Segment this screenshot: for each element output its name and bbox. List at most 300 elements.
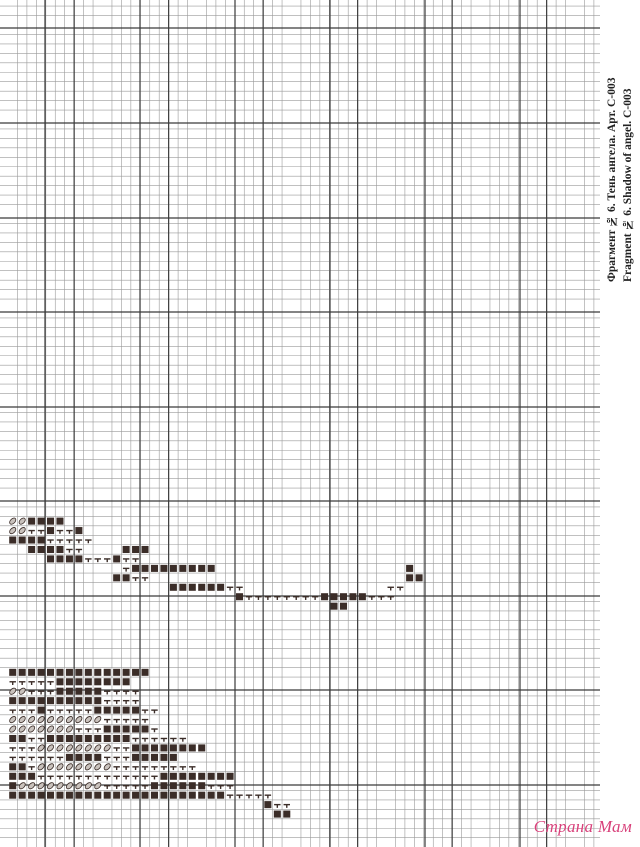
stitch-dark-square [104, 707, 111, 714]
stitch-t-mark [76, 776, 82, 779]
stitch-slash-oval [93, 781, 102, 790]
stitch-dark-square [47, 555, 54, 562]
stitch-dark-square [47, 527, 54, 534]
stitch-slash-oval [18, 526, 27, 535]
stitch-dark-square [123, 678, 130, 685]
stitch-t-mark [255, 795, 261, 798]
stitch-dark-square [189, 782, 196, 789]
stitch-t-mark [104, 720, 110, 723]
stitch-dark-square [123, 792, 130, 799]
stitch-dark-square [160, 744, 167, 751]
stitch-dark-square [198, 792, 205, 799]
stitch-dark-square [359, 593, 366, 600]
stitch-slash-oval [18, 715, 27, 724]
stitch-t-mark [47, 710, 53, 713]
stitch-dark-square [85, 669, 92, 676]
stitch-t-mark [397, 587, 403, 590]
stitch-dark-square [132, 546, 139, 553]
stitch-dark-square [170, 744, 177, 751]
chart-caption [600, 12, 640, 282]
stitch-dark-square [189, 744, 196, 751]
stitch-slash-oval [18, 781, 27, 790]
stitch-t-mark [113, 786, 119, 789]
stitch-slash-oval [84, 763, 93, 772]
stitch-t-mark [170, 767, 176, 770]
stitch-slash-oval [46, 763, 55, 772]
stitch-dark-square [406, 574, 413, 581]
stitch-t-mark [151, 729, 157, 732]
stitch-slash-oval [65, 763, 74, 772]
stitch-slash-oval [46, 715, 55, 724]
stitch-t-mark [10, 748, 16, 751]
stitch-dark-square [160, 565, 167, 572]
stitch-dark-square [189, 584, 196, 591]
stitch-dark-square [19, 763, 26, 770]
stitch-t-mark [123, 701, 129, 704]
stitch-dark-square [19, 697, 26, 704]
stitch-dark-square [132, 744, 139, 751]
stitch-t-mark [151, 710, 157, 713]
stitch-t-mark [38, 757, 44, 760]
stitch-t-mark [76, 549, 82, 552]
stitch-t-mark [132, 767, 138, 770]
stitch-dark-square [104, 735, 111, 742]
stitch-t-mark [189, 767, 195, 770]
stitch-dark-square [113, 669, 120, 676]
stitch-slash-oval [75, 744, 84, 753]
stitch-t-mark [28, 757, 34, 760]
stitch-dark-square [56, 688, 63, 695]
stitch-t-mark [123, 691, 129, 694]
stitch-t-mark [227, 795, 233, 798]
stitch-slash-oval [18, 517, 27, 526]
stitch-dark-square [113, 574, 120, 581]
stitch-dark-square [113, 555, 120, 562]
stitch-dark-square [28, 546, 35, 553]
stitch-dark-square [28, 792, 35, 799]
stitch-t-mark [142, 710, 148, 713]
stitch-slash-oval [27, 715, 36, 724]
stitch-t-mark [369, 597, 375, 600]
stitch-t-mark [246, 795, 252, 798]
stitch-dark-square [123, 669, 130, 676]
stitch-dark-square [66, 697, 73, 704]
stitch-dark-square [179, 744, 186, 751]
stitch-t-mark [95, 776, 101, 779]
stitch-slash-oval [37, 715, 46, 724]
stitch-slash-oval [84, 744, 93, 753]
stitch-dark-square [75, 669, 82, 676]
stitch-dark-square [28, 669, 35, 676]
stitch-dark-square [113, 726, 120, 733]
stitch-slash-oval [56, 744, 65, 753]
stitch-dark-square [123, 574, 130, 581]
stitch-dark-square [56, 678, 63, 685]
stitch-dark-square [66, 678, 73, 685]
stitch-dark-square [56, 735, 63, 742]
stitch-dark-square [179, 773, 186, 780]
stitch-slash-oval [56, 715, 65, 724]
stitch-slash-oval [37, 744, 46, 753]
stitch-dark-square [9, 782, 16, 789]
stitch-slash-oval [65, 744, 74, 753]
stitch-t-mark [265, 795, 271, 798]
stitch-slash-oval [46, 781, 55, 790]
stitch-t-mark [388, 597, 394, 600]
stitch-t-mark [312, 597, 318, 600]
stitch-dark-square [38, 792, 45, 799]
stitch-dark-square [123, 707, 130, 714]
stitch-t-mark [123, 748, 129, 751]
stitch-dark-square [9, 763, 16, 770]
stitch-dark-square [142, 754, 149, 761]
stitch-t-mark [388, 587, 394, 590]
stitch-slash-oval [65, 781, 74, 790]
stitch-dark-square [321, 593, 328, 600]
stitch-dark-square [19, 735, 26, 742]
stitch-dark-square [160, 773, 167, 780]
stitch-dark-square [94, 688, 101, 695]
stitch-t-mark [76, 540, 82, 543]
stitch-slash-oval [84, 781, 93, 790]
stitch-dark-square [75, 555, 82, 562]
stitch-t-mark [47, 540, 53, 543]
stitch-dark-square [208, 792, 215, 799]
stitch-dark-square [236, 593, 243, 600]
stitch-t-mark [113, 691, 119, 694]
stitch-slash-oval [93, 715, 102, 724]
stitch-t-mark [66, 776, 72, 779]
stitch-dark-square [28, 518, 35, 525]
stitch-t-mark [142, 776, 148, 779]
stitch-slash-oval [75, 781, 84, 790]
stitch-dark-square [75, 697, 82, 704]
stitch-t-mark [113, 720, 119, 723]
stitch-t-mark [66, 710, 72, 713]
stitch-t-mark [132, 701, 138, 704]
stitch-t-mark [132, 776, 138, 779]
stitch-t-mark [113, 757, 119, 760]
stitch-dark-square [198, 565, 205, 572]
stitch-dark-square [198, 744, 205, 751]
stitch-dark-square [9, 735, 16, 742]
stitch-dark-square [85, 678, 92, 685]
stitch-t-mark [123, 767, 129, 770]
stitch-dark-square [331, 593, 338, 600]
stitch-t-mark [151, 776, 157, 779]
stitch-dark-square [56, 518, 63, 525]
stitch-t-mark [85, 540, 91, 543]
stitch-dark-square [151, 792, 158, 799]
stitch-slash-oval [18, 725, 27, 734]
stitch-t-mark [170, 738, 176, 741]
stitch-dark-square [113, 678, 120, 685]
stitch-t-mark [38, 682, 44, 685]
stitch-dark-square [151, 744, 158, 751]
stitch-t-mark [236, 587, 242, 590]
stitch-dark-square [19, 537, 26, 544]
stitch-slash-oval [75, 715, 84, 724]
stitch-dark-square [208, 584, 215, 591]
stitch-dark-square [189, 773, 196, 780]
stitch-dark-square [170, 565, 177, 572]
stitch-dark-square [151, 782, 158, 789]
stitch-dark-square [331, 603, 338, 610]
stitch-dark-square [75, 735, 82, 742]
stitch-dark-square [56, 546, 63, 553]
stitch-t-mark [123, 757, 129, 760]
stitch-t-mark [38, 776, 44, 779]
stitch-t-mark [208, 786, 214, 789]
stitch-t-mark [180, 738, 186, 741]
stitch-t-mark [113, 776, 119, 779]
stitch-t-mark [104, 776, 110, 779]
stitch-dark-square [113, 735, 120, 742]
stitch-dark-square [47, 669, 54, 676]
stitch-dark-square [170, 782, 177, 789]
stitch-slash-oval [37, 725, 46, 734]
stitch-dark-square [104, 678, 111, 685]
stitch-t-mark [123, 776, 129, 779]
stitch-dark-square [94, 792, 101, 799]
stitch-t-mark [132, 691, 138, 694]
stitch-t-mark [47, 757, 53, 760]
stitch-dark-square [19, 792, 26, 799]
stitch-t-mark [66, 549, 72, 552]
stitch-dark-square [94, 735, 101, 742]
stitch-dark-square [198, 782, 205, 789]
stitch-dark-square [283, 811, 290, 818]
stitch-t-mark [246, 597, 252, 600]
stitch-dark-square [274, 811, 281, 818]
stitch-dark-square [123, 735, 130, 742]
stitch-t-mark [57, 710, 63, 713]
stitch-dark-square [132, 754, 139, 761]
stitch-t-mark [19, 710, 25, 713]
stitch-slash-oval [56, 763, 65, 772]
stitch-t-mark [104, 786, 110, 789]
stitch-dark-square [28, 537, 35, 544]
stitch-dark-square [217, 773, 224, 780]
stitch-slash-oval [8, 687, 17, 696]
site-watermark: Страна Мам [533, 817, 632, 836]
stitch-dark-square [217, 584, 224, 591]
stitch-dark-square [142, 546, 149, 553]
stitch-dark-square [75, 527, 82, 534]
stitch-dark-square [170, 584, 177, 591]
stitch-t-mark [95, 729, 101, 732]
stitch-dark-square [38, 707, 45, 714]
stitch-t-mark [28, 531, 34, 534]
stitch-dark-square [94, 754, 101, 761]
stitch-dark-square [85, 754, 92, 761]
stitch-t-mark [123, 559, 129, 562]
stitch-dark-square [47, 792, 54, 799]
stitch-dark-square [104, 726, 111, 733]
stitch-dark-square [217, 792, 224, 799]
stitch-dark-square [66, 754, 73, 761]
stitch-dark-square [75, 792, 82, 799]
stitch-t-mark [142, 767, 148, 770]
stitch-dark-square [189, 565, 196, 572]
stitch-t-mark [57, 757, 63, 760]
stitch-t-mark [227, 786, 233, 789]
stitch-dark-square [28, 697, 35, 704]
stitch-slash-oval [8, 725, 17, 734]
caption-line-ru: Фрагмент № 6. Тень ангела. Арт. С-003 [606, 77, 618, 282]
stitch-dark-square [9, 773, 16, 780]
stitch-slash-oval [46, 725, 55, 734]
stitch-dark-square [85, 688, 92, 695]
stitch-dark-square [85, 792, 92, 799]
stitch-t-mark [217, 786, 223, 789]
stitch-dark-square [189, 792, 196, 799]
stitch-dark-square [94, 697, 101, 704]
stitch-dark-square [151, 565, 158, 572]
stitch-t-mark [284, 597, 290, 600]
stitch-t-mark [66, 540, 72, 543]
stitch-t-mark [113, 767, 119, 770]
stitch-dark-square [28, 773, 35, 780]
stitch-dark-square [104, 669, 111, 676]
stitch-t-mark [142, 738, 148, 741]
stitch-dark-square [179, 584, 186, 591]
stitch-t-mark [19, 682, 25, 685]
stitch-t-mark [378, 597, 384, 600]
stitch-t-mark [104, 691, 110, 694]
stitch-t-mark [28, 682, 34, 685]
stitch-t-mark [57, 540, 63, 543]
stitch-layer [8, 517, 422, 818]
stitch-slash-oval [65, 715, 74, 724]
stitch-dark-square [179, 792, 186, 799]
stitch-slash-oval [56, 725, 65, 734]
stitch-dark-square [56, 792, 63, 799]
stitch-dark-square [47, 518, 54, 525]
stitch-t-mark [85, 776, 91, 779]
stitch-dark-square [94, 707, 101, 714]
stitch-slash-oval [103, 744, 112, 753]
stitch-dark-square [132, 792, 139, 799]
stitch-dark-square [66, 669, 73, 676]
stitch-dark-square [349, 593, 356, 600]
stitch-t-mark [151, 767, 157, 770]
stitch-dark-square [416, 574, 423, 581]
stitch-dark-square [47, 546, 54, 553]
stitch-dark-square [9, 669, 16, 676]
stitch-slash-oval [27, 781, 36, 790]
stitch-t-mark [161, 738, 167, 741]
stitch-t-mark [57, 776, 63, 779]
stitch-t-mark [123, 786, 129, 789]
stitch-slash-oval [75, 763, 84, 772]
stitch-dark-square [132, 726, 139, 733]
stitch-dark-square [9, 697, 16, 704]
stitch-t-mark [85, 559, 91, 562]
stitch-dark-square [132, 707, 139, 714]
stitch-t-mark [76, 729, 82, 732]
stitch-dark-square [9, 537, 16, 544]
stitch-dark-square [227, 773, 234, 780]
stitch-t-mark [38, 691, 44, 694]
stitch-slash-oval [103, 763, 112, 772]
stitch-dark-square [19, 669, 26, 676]
stitch-dark-square [75, 688, 82, 695]
stitch-dark-square [38, 697, 45, 704]
stitch-t-mark [76, 710, 82, 713]
stitch-t-mark [104, 701, 110, 704]
stitch-dark-square [47, 697, 54, 704]
stitch-t-mark [132, 720, 138, 723]
stitch-t-mark [95, 559, 101, 562]
stitch-t-mark [28, 710, 34, 713]
stitch-dark-square [170, 792, 177, 799]
stitch-dark-square [179, 565, 186, 572]
stitch-dark-square [340, 593, 347, 600]
stitch-dark-square [56, 555, 63, 562]
stitch-slash-oval [8, 715, 17, 724]
stitch-dark-square [66, 792, 73, 799]
stitch-dark-square [179, 782, 186, 789]
stitch-t-mark [255, 597, 261, 600]
stitch-dark-square [160, 782, 167, 789]
stitch-slash-oval [93, 744, 102, 753]
stitch-t-mark [113, 701, 119, 704]
stitch-slash-oval [8, 517, 17, 526]
stitch-t-mark [302, 597, 308, 600]
stitch-dark-square [38, 669, 45, 676]
stitch-t-mark [38, 531, 44, 534]
stitch-t-mark [236, 795, 242, 798]
stitch-slash-oval [46, 744, 55, 753]
stitch-t-mark [274, 597, 280, 600]
stitch-t-mark [28, 691, 34, 694]
stitch-t-mark [142, 578, 148, 581]
stitch-dark-square [170, 773, 177, 780]
stitch-dark-square [38, 518, 45, 525]
stitch-t-mark [274, 805, 280, 808]
stitch-t-mark [123, 720, 129, 723]
stitch-dark-square [94, 669, 101, 676]
stitch-t-mark [104, 757, 110, 760]
stitch-t-mark [265, 597, 271, 600]
stitch-t-mark [19, 757, 25, 760]
stitch-dark-square [264, 801, 271, 808]
stitch-dark-square [38, 537, 45, 544]
stitch-t-mark [28, 767, 34, 770]
stitch-slash-oval [18, 687, 27, 696]
stitch-dark-square [123, 726, 130, 733]
stitch-t-mark [180, 767, 186, 770]
stitch-dark-square [198, 584, 205, 591]
stitch-dark-square [170, 754, 177, 761]
stitch-t-mark [132, 786, 138, 789]
stitch-dark-square [56, 669, 63, 676]
stitch-slash-oval [84, 715, 93, 724]
stitch-t-mark [38, 738, 44, 741]
stitch-dark-square [132, 565, 139, 572]
stitch-dark-square [123, 546, 130, 553]
stitch-t-mark [227, 587, 233, 590]
stitch-t-mark [293, 597, 299, 600]
stitch-dark-square [198, 773, 205, 780]
stitch-slash-oval [93, 763, 102, 772]
stitch-t-mark [19, 748, 25, 751]
stitch-dark-square [66, 555, 73, 562]
stitch-t-mark [123, 568, 129, 571]
stitch-dark-square [132, 669, 139, 676]
stitch-t-mark [85, 729, 91, 732]
